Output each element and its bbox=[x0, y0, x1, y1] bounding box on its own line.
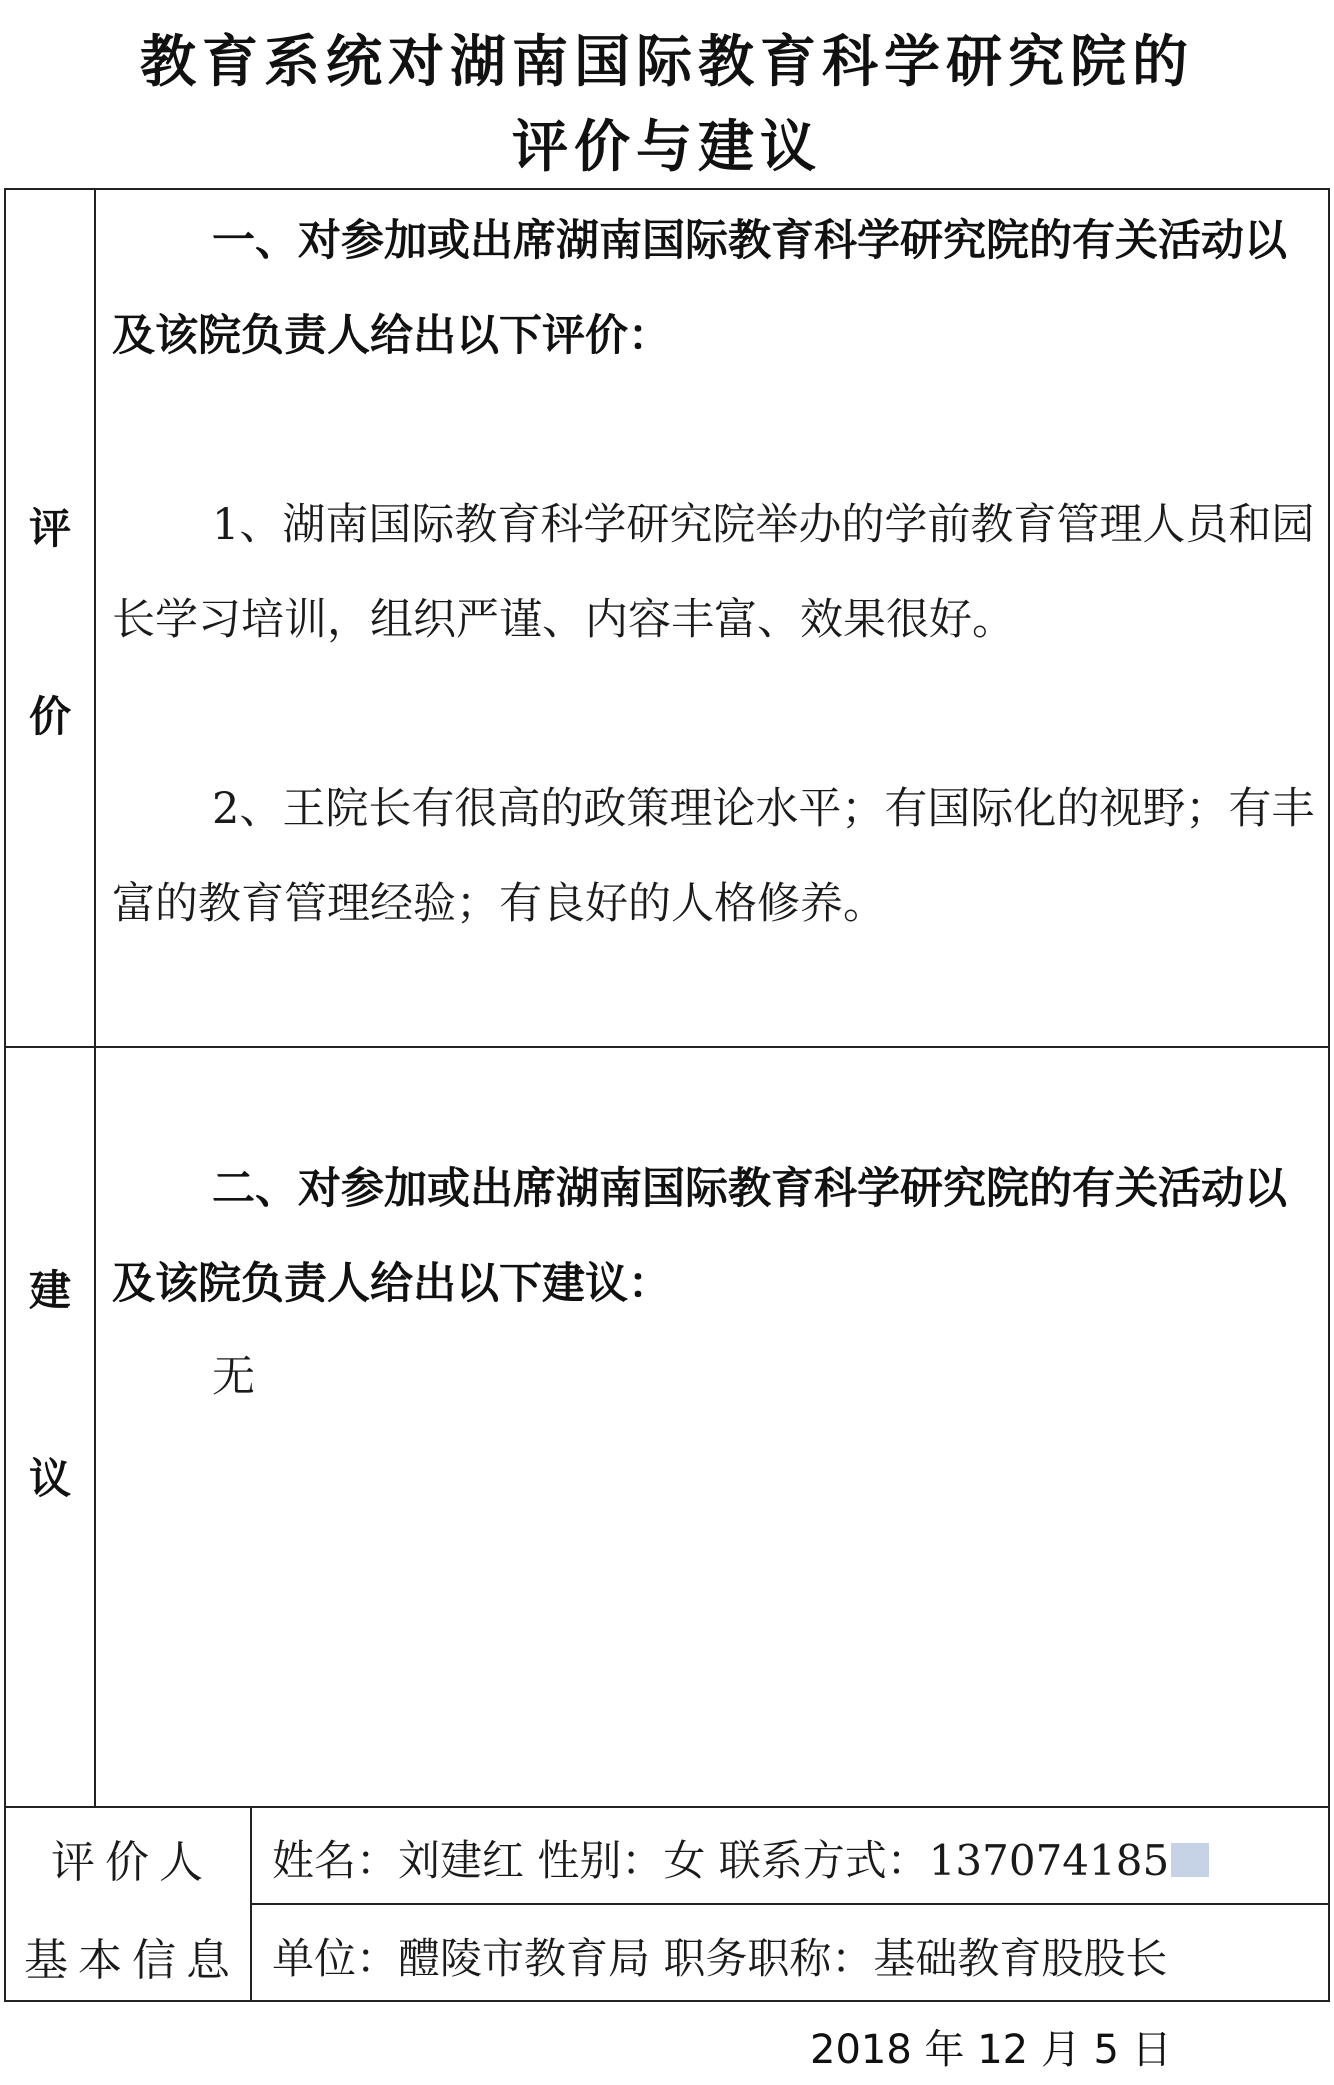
document-title-line-1: 教育系统对湖南国际教育科学研究院的 bbox=[140, 30, 1194, 95]
table-border-left bbox=[4, 188, 6, 2002]
evaluator-info-line-2: 单位：醴陵市教育局 职务职称：基础教育股股长 bbox=[272, 1934, 1168, 1983]
suggestion-content: 无 bbox=[212, 1352, 255, 1402]
table-divider-left-column bbox=[94, 188, 96, 1808]
document-date: 2018 年 12 月 5 日 bbox=[810, 2027, 1172, 2073]
evaluation-heading: 一、对参加或出席湖南国际教育科学研究院的有关活动以及该院负责人给出以下评价： bbox=[112, 216, 1287, 361]
suggestion-side-label-2: 议 bbox=[28, 1454, 71, 1503]
evaluation-side-label-1: 评 bbox=[28, 504, 71, 553]
table-divider-row-1 bbox=[4, 1046, 1330, 1048]
table-border-right bbox=[1328, 188, 1330, 2002]
document-title-line-2: 评价与建议 bbox=[512, 115, 822, 180]
evaluator-name-gender-contact: 姓名：刘建红 性别：女 联系方式：137074185 bbox=[272, 1836, 1170, 1885]
evaluation-item-2: 2、王院长有很高的政策理论水平；有国际化的视野；有丰富的教育管理经验；有良好的人格修养。 bbox=[112, 784, 1315, 929]
suggestion-side-label-1: 建 bbox=[28, 1266, 71, 1315]
evaluator-label-line-2: 基本信息 bbox=[24, 1935, 240, 1986]
table-border-top bbox=[4, 188, 1330, 190]
evaluation-item-1: 1、湖南国际教育科学研究院举办的学前教育管理人员和园长学习培训，组织严谨、内容丰富、效果很好。 bbox=[112, 500, 1315, 645]
table-divider-info-row bbox=[250, 1903, 1330, 1905]
table-border-bottom bbox=[4, 2000, 1330, 2002]
evaluator-label-line-1: 评价人 bbox=[51, 1837, 213, 1888]
evaluation-side-label-2: 价 bbox=[28, 692, 71, 741]
evaluator-info-line-1 bbox=[272, 1828, 1209, 1888]
table-divider-row-2 bbox=[4, 1806, 1330, 1808]
suggestion-heading: 二、对参加或出席湖南国际教育科学研究院的有关活动以及该院负责人给出以下建议： bbox=[112, 1164, 1287, 1309]
redaction-mark bbox=[1171, 1843, 1209, 1877]
